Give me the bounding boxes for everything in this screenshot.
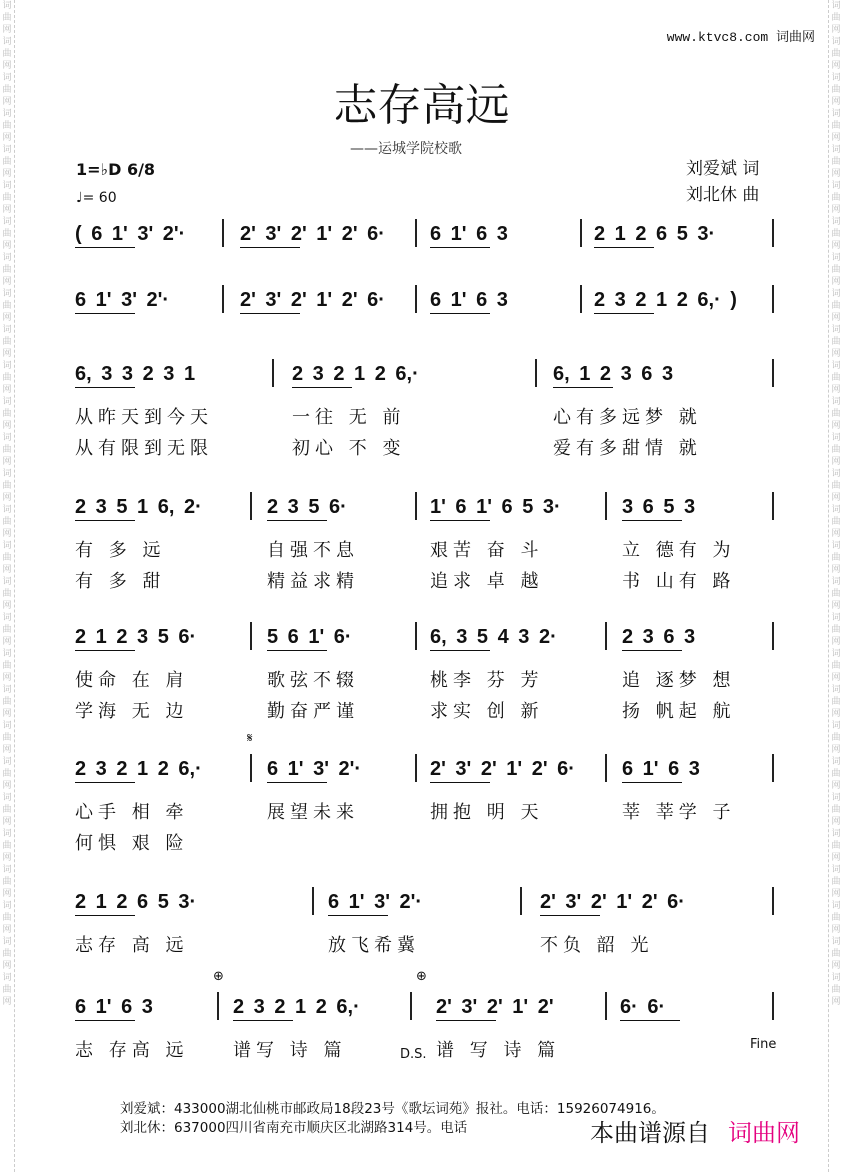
measure-notes: 2' 3' 2' 1' 2' (436, 996, 554, 1018)
lyric-verse-2: 勤奋严谨 (267, 701, 359, 722)
bar-line (250, 754, 252, 782)
lyric-verse-1: 志存 高 远 (75, 935, 189, 956)
bar-line (772, 492, 774, 520)
beam-underline (430, 520, 490, 521)
bar-line (605, 492, 607, 520)
beam-underline (75, 650, 135, 651)
bar-line (580, 219, 582, 247)
beam-underline (436, 1020, 496, 1021)
measure-notes: 3 6 5 3 (622, 496, 696, 518)
lyric-verse-2: 扬 帆起 航 (622, 701, 736, 722)
bar-line (415, 492, 417, 520)
lyric-verse-1: 自强不息 (267, 540, 359, 561)
lyric-verse-1: 不负 韶 光 (540, 935, 654, 956)
bar-line (410, 992, 412, 1020)
measure-notes: 2 3 2 1 2 6,· (75, 758, 202, 780)
beam-underline (430, 650, 490, 651)
coda-icon: ⊕ (213, 969, 224, 984)
bar-line (605, 754, 607, 782)
dal-segno-mark: D.S. (400, 1047, 427, 1062)
bar-line (415, 622, 417, 650)
beam-underline (622, 650, 682, 651)
beam-underline (75, 782, 135, 783)
lyric-verse-1: 莘 莘学 子 (622, 802, 736, 823)
lyric-verse-2: 精益求精 (267, 571, 359, 592)
beam-underline (430, 247, 490, 248)
measure-notes: 2' 3' 2' 1' 2' 6· (430, 758, 575, 780)
lyric-verse-1: 歌弦不辍 (267, 670, 359, 691)
lyric-verse-1: 有 多 远 (75, 540, 166, 561)
measure-notes: 2 1 2 6 5 3· (75, 891, 197, 913)
beam-underline (430, 782, 490, 783)
measure-notes: 2 3 5 6· (267, 496, 347, 518)
footer-composer-address: 刘北休：637000四川省南充市顺庆区北湖路314号。电话 (120, 1120, 468, 1136)
bar-line (772, 622, 774, 650)
beam-underline (553, 387, 613, 388)
beam-underline (75, 387, 135, 388)
measure-notes: 2' 3' 2' 1' 2' 6· (540, 891, 685, 913)
measure-notes: 2 3 2 1 2 6,· (292, 363, 419, 385)
bar-line (605, 992, 607, 1020)
bar-line (250, 492, 252, 520)
coda-icon: ⊕ (416, 969, 427, 984)
bar-line (580, 285, 582, 313)
beam-underline (267, 782, 327, 783)
beam-underline (75, 313, 135, 314)
source-name-link[interactable]: 词曲网 (728, 1119, 800, 1147)
measure-notes: 6 1' 6 3 (430, 289, 508, 311)
lyric-verse-1: 志 存高 远 (75, 1040, 189, 1061)
lyric-verse-2: 何惧 艰 险 (75, 833, 189, 854)
footer-lyricist-address: 刘爱斌：433000湖北仙桃市邮政局18段23号《歌坛词苑》报社。电话：15926074916。 (120, 1101, 665, 1117)
lyric-verse-2: 初心 不 变 (292, 438, 406, 459)
beam-underline (75, 247, 135, 248)
bar-line (272, 359, 274, 387)
bar-line (520, 887, 522, 915)
lyric-verse-1: 从昨天到今天 (75, 407, 213, 428)
measure-notes: 6· 6· (620, 996, 666, 1018)
lyric-verse-1: 谱写 诗 篇 (233, 1040, 347, 1061)
bar-line (217, 992, 219, 1020)
measure-notes: 2 1 2 3 5 6· (75, 626, 197, 648)
beam-underline (620, 1020, 680, 1021)
beam-underline (75, 915, 135, 916)
bar-line (772, 359, 774, 387)
lyric-verse-1: 艰苦 奋 斗 (430, 540, 544, 561)
lyric-verse-1: 放飞希冀 (328, 935, 420, 956)
tempo-mark: ♩= 60 (76, 190, 117, 206)
measure-notes: 2' 3' 2' 1' 2' 6· (240, 223, 385, 245)
lyric-verse-1: 桃李 芬 芳 (430, 670, 544, 691)
song-subtitle: ——运城学院校歌 (350, 141, 462, 157)
measure-notes: 6 1' 3' 2'· (267, 758, 362, 780)
source-label: 本曲谱源自 (590, 1119, 710, 1147)
composer-credit: 刘北休 曲 (686, 185, 760, 205)
measure-notes: 6, 3 5 4 3 2· (430, 626, 557, 648)
lyric-verse-1: 心手 相 牵 (75, 802, 189, 823)
beam-underline (622, 782, 682, 783)
measure-notes: 5 6 1' 6· (267, 626, 352, 648)
measure-notes: 2 3 2 1 2 6,· ) (594, 289, 737, 311)
segno-icon: 𝄋 (247, 731, 253, 746)
measure-notes: 2 3 2 1 2 6,· (233, 996, 360, 1018)
lyric-verse-2: 有 多 甜 (75, 571, 166, 592)
measure-notes: 6 1' 3' 2'· (328, 891, 423, 913)
beam-underline (240, 247, 300, 248)
bar-line (772, 754, 774, 782)
lyric-verse-1: 心有多远梦 就 (553, 407, 702, 428)
bar-line (415, 219, 417, 247)
key-signature: 1=♭D 6/8 (76, 160, 156, 179)
lyric-verse-2: 从有限到无限 (75, 438, 213, 459)
watermark-right: 词曲网词曲网词曲网词曲网词曲网词曲网词曲网词曲网词曲网词曲网词曲网词曲网词曲网词曲网词曲网词曲网词曲网词曲网词曲网词曲网词曲网词曲网词曲网词曲网词曲网词曲网词曲网词曲网 (828, 0, 843, 1172)
measure-notes: 6 1' 6 3 (75, 996, 153, 1018)
lyric-verse-2: 追求 卓 越 (430, 571, 544, 592)
measure-notes: 2 1 2 6 5 3· (594, 223, 716, 245)
site-link[interactable]: www.ktvc8.com 词曲网 (666, 30, 815, 45)
lyric-verse-1: 拥抱 明 天 (430, 802, 544, 823)
bar-line (772, 887, 774, 915)
measure-notes: 2 3 5 1 6, 2· (75, 496, 202, 518)
bar-line (772, 285, 774, 313)
beam-underline (430, 313, 490, 314)
lyric-verse-1: 一往 无 前 (292, 407, 406, 428)
beam-underline (328, 915, 388, 916)
bar-line (605, 622, 607, 650)
beam-underline (292, 387, 352, 388)
lyric-verse-2: 爱有多甜情 就 (553, 438, 702, 459)
bar-line (535, 359, 537, 387)
measure-notes: 6 1' 6 3 (430, 223, 508, 245)
lyric-verse-1: 展望未来 (267, 802, 359, 823)
lyric-verse-2: 学海 无 边 (75, 701, 189, 722)
bar-line (772, 219, 774, 247)
bar-line (312, 887, 314, 915)
song-title: 志存高远 (333, 80, 510, 131)
beam-underline (75, 520, 135, 521)
beam-underline (267, 520, 327, 521)
measure-notes: 6 1' 6 3 (622, 758, 700, 780)
lyric-verse-1: 追 逐梦 想 (622, 670, 736, 691)
bar-line (415, 754, 417, 782)
measure-notes: 2' 3' 2' 1' 2' 6· (240, 289, 385, 311)
beam-underline (540, 915, 600, 916)
measure-notes: 6, 1 2 3 6 3 (553, 363, 674, 385)
bar-line (222, 285, 224, 313)
bar-line (222, 219, 224, 247)
measure-notes: 2 3 6 3 (622, 626, 696, 648)
beam-underline (622, 520, 682, 521)
lyric-verse-1: 使命 在 肩 (75, 670, 189, 691)
beam-underline (594, 247, 654, 248)
bar-line (415, 285, 417, 313)
lyric-verse-1: 立 德有 为 (622, 540, 736, 561)
measure-notes: ( 6 1' 3' 2'· (75, 223, 186, 245)
beam-underline (233, 1020, 293, 1021)
beam-underline (594, 313, 654, 314)
watermark-left: 词曲网词曲网词曲网词曲网词曲网词曲网词曲网词曲网词曲网词曲网词曲网词曲网词曲网词曲网词曲网词曲网词曲网词曲网词曲网词曲网词曲网词曲网词曲网词曲网词曲网词曲网词曲网词曲网 (0, 0, 15, 1172)
beam-underline (240, 313, 300, 314)
lyricist-credit: 刘爱斌 词 (686, 159, 760, 179)
lyric-verse-1: 谱 写 诗 篇 (436, 1040, 561, 1061)
measure-notes: 6, 3 3 2 3 1 (75, 363, 196, 385)
fine-mark: Fine (750, 1037, 777, 1052)
beam-underline (267, 650, 327, 651)
beam-underline (75, 1020, 135, 1021)
bar-line (772, 992, 774, 1020)
lyric-verse-2: 书 山有 路 (622, 571, 736, 592)
measure-notes: 1' 6 1' 6 5 3· (430, 496, 561, 518)
bar-line (250, 622, 252, 650)
measure-notes: 6 1' 3' 2'· (75, 289, 170, 311)
lyric-verse-2: 求实 创 新 (430, 701, 544, 722)
